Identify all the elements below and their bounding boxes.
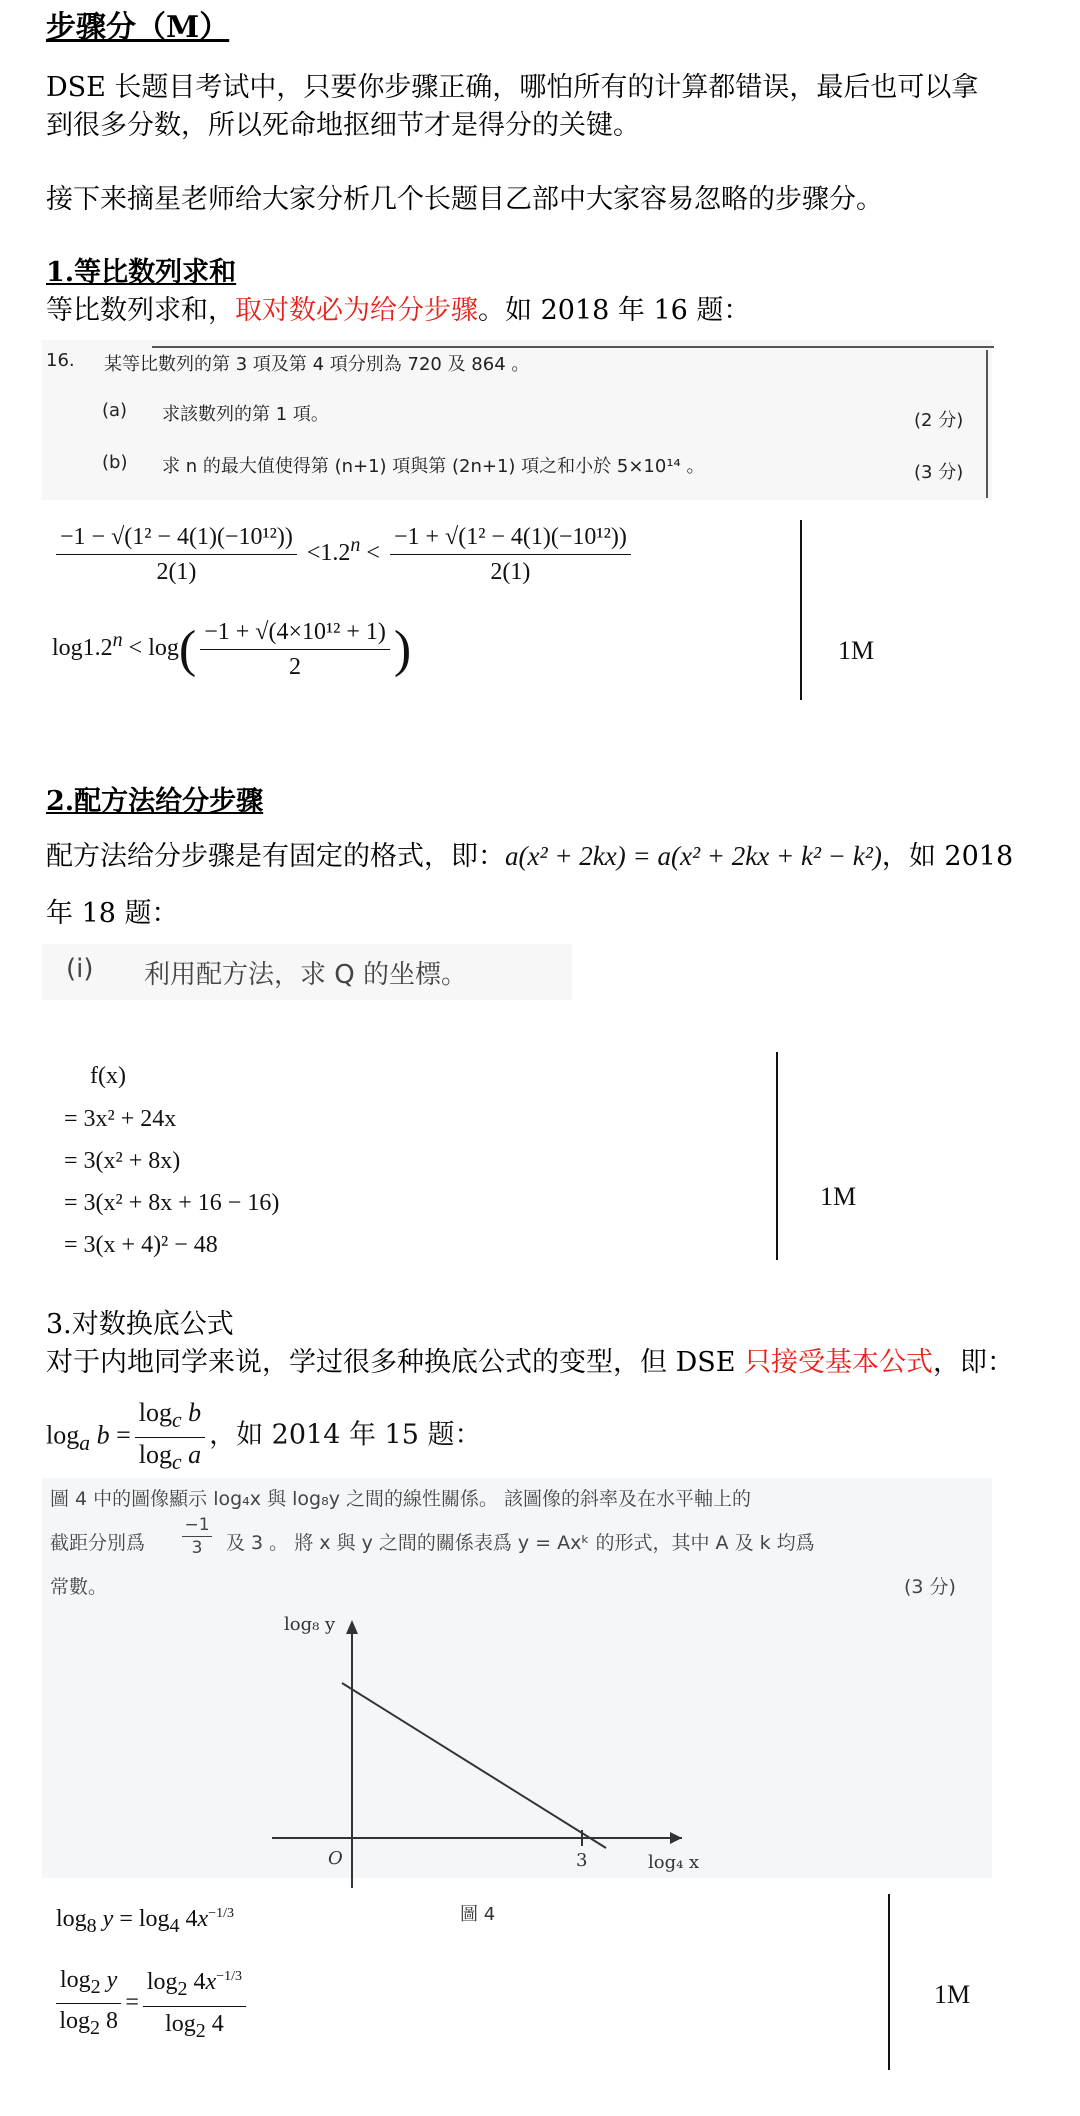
step-2: = 3x² + 24x (64, 1106, 177, 1132)
y-axis-arrow (346, 1620, 358, 1634)
solution-2-mark: 1M (820, 1182, 857, 1211)
solution-2-steps (90, 1054, 126, 1098)
section1-text (46, 291, 750, 331)
q16a-marks: (2 分) (914, 410, 964, 431)
intro-line-2: 到很多分数，所以死命地抠细节才是得分的关键。 (46, 110, 640, 141)
q16-number: 16. (46, 350, 75, 371)
q15-line-2a: 截距分別爲 (50, 1532, 146, 1554)
section1-text-red: 取对数必为给分步骤 (235, 295, 478, 326)
solution-3-mark: 1M (934, 1980, 971, 2009)
step-5: = 3(x + 4)² − 48 (64, 1232, 218, 1258)
section3-text (46, 1343, 1014, 1383)
intro-line-3: 接下来摘星老师给大家分析几个长题目乙部中大家容易忽略的步骤分。 (46, 184, 883, 215)
scan-border-right (986, 350, 988, 498)
q16b-text: 求 n 的最大值使得第 (n+1) 項與第 (2n+1) 項之和小於 5×10¹⁴ 。 (162, 456, 705, 477)
section1-heading: 1.等比数列求和 (46, 257, 237, 288)
section1-text-a: 等比数列求和， (46, 295, 235, 326)
slope-num: −1 (182, 1514, 212, 1537)
section2-text-c: 年 18 题： (46, 898, 179, 929)
intro-line-1: DSE 长题目考试中，只要你步骤正确，哪怕所有的计算都错误，最后也可以拿 (46, 72, 979, 103)
section2-text-a: 配方法给分步骤是有固定的格式，即： (46, 841, 505, 872)
q15-line-3: 常數。 (50, 1576, 108, 1598)
origin-label: O (328, 1848, 343, 1869)
section3-text-b: ，即： (933, 1347, 1015, 1378)
x-axis-label: log₄ x (648, 1852, 700, 1873)
section2-text-b: ，如 2018 (881, 841, 1014, 872)
q18-text: 利用配方法，求 Q 的坐標。 (144, 960, 467, 990)
solution-1-inequality: $\frac{\text{−1 − √(1² − 4(1)(−10¹²))}}{2(1)}$ $<1.2^n$ < $\frac{\text{−1 + √(1² − 4(1)(−10¹²))}}{2(1)}$ (52, 520, 635, 589)
scan-border-top (152, 346, 994, 348)
question-18-scan (42, 944, 572, 1000)
page-title: 步骤分（M） (46, 10, 230, 45)
section2-heading: 2.配方法给分步骤 (46, 786, 264, 817)
step-1: f(x) (90, 1063, 126, 1089)
q16b-marks: (3 分) (914, 462, 964, 483)
solution-3-line-2: $\frac{\log_2 y}{\log_2 8}$ = $\frac{\log_2 4x^{-1/3}}{\log_2 4}$ (56, 1960, 250, 2048)
section3-heading: 3.对数换底公式 (46, 1309, 234, 1340)
q16a-label: (a) (102, 400, 128, 421)
q16-stem: 某等比數列的第 3 項及第 4 項分別為 720 及 864 。 (104, 354, 530, 375)
section1-text-b: 。如 2018 年 16 题： (478, 295, 751, 326)
step-3: = 3(x² + 8x) (64, 1148, 181, 1174)
slope-den: 3 (191, 1538, 203, 1558)
linear-graph-line (342, 1683, 606, 1848)
solution-1-mark: 1M (838, 636, 875, 665)
x-tick-label: 3 (576, 1850, 588, 1871)
solution-1-log: $\log 1.2^n < \log$( $\frac{\text{−1 + √(4×10¹² + 1)}}{2}$ ) (52, 615, 411, 684)
q15-line-1: 圖 4 中的圖像顯示 log₄x 與 log₈y 之間的線性關係。 該圖像的斜率及在水平軸上的 (50, 1488, 752, 1510)
formula-text: ，如 2014 年 15 题： (209, 1419, 482, 1451)
solution-3-divider (888, 1894, 890, 2070)
solution-1-divider (800, 520, 802, 700)
q18-label: (i) (66, 954, 94, 984)
q16a-text: 求該數列的第 1 項。 (162, 404, 329, 425)
change-of-base-formula: $\log_a b$ = $\frac{\log_c b}{\log_c a}$ ，如 2014 年 15 题： (46, 1398, 482, 1475)
q16b-label: (b) (102, 452, 128, 473)
solution-2-divider (776, 1052, 778, 1260)
solution-3-line-1: $\log_8 y = \log_4 4x^{-1/3}$ (56, 1906, 234, 1937)
question-16-scan (42, 340, 992, 500)
section3-text-red: 只接受基本公式 (744, 1347, 934, 1378)
section2-text (46, 836, 1013, 877)
q15-slope (182, 1514, 212, 1559)
solution-2-steps-list (64, 1098, 279, 1266)
figure-caption: 圖 4 (460, 1904, 496, 1925)
q15-line-2b: 及 3 。 將 x 與 y 之間的關係表爲 y = Axᵏ 的形式，其中 A 及 k 均爲 (226, 1532, 815, 1554)
q15-marks: (3 分) (904, 1576, 956, 1598)
y-axis-label: log₈ y (284, 1614, 336, 1635)
step-4: = 3(x² + 8x + 16 − 16) (64, 1190, 280, 1216)
x-axis-arrow (670, 1832, 682, 1844)
completing-square-formula: a(x² + 2kx) = a(x² + 2kx + k² − k²) (505, 841, 882, 871)
section3-text-a: 对于内地同学来说，学过很多种换底公式的变型，但 DSE (46, 1347, 745, 1378)
